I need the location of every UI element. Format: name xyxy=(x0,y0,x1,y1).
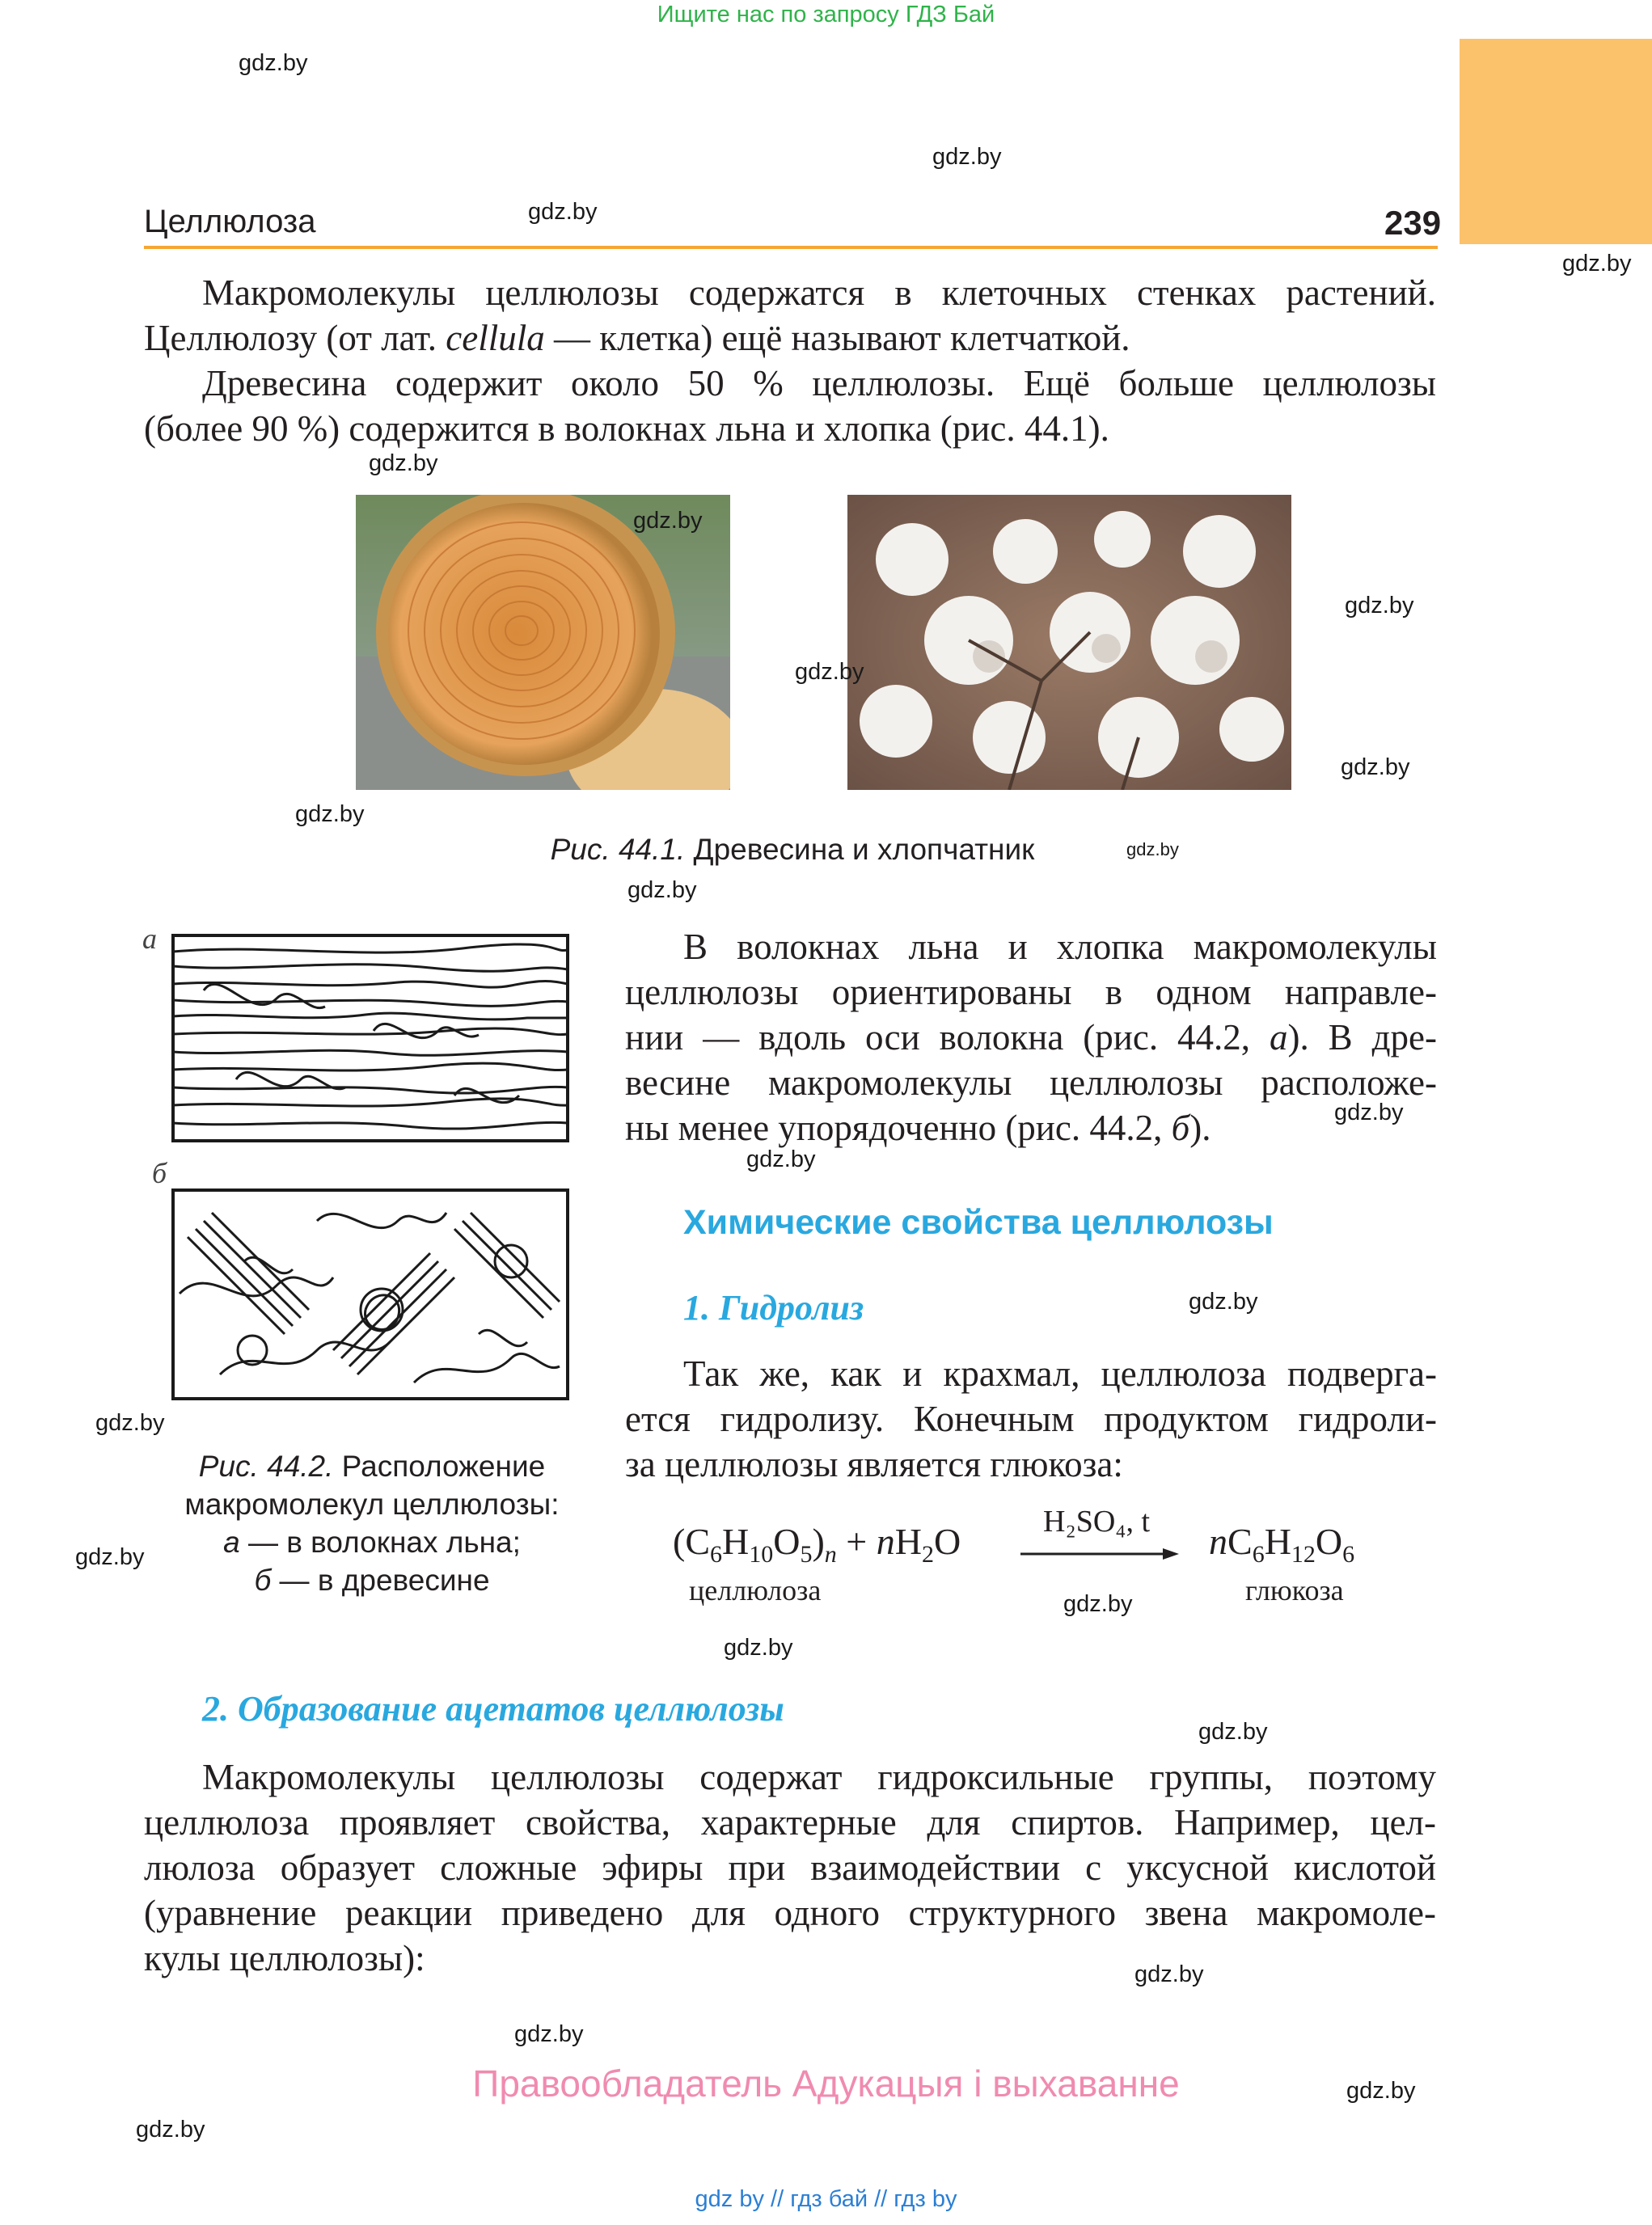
paragraph-4-line-1: Так же, как и крахмал, целлюлоза подверга- xyxy=(683,1353,1437,1394)
paragraph-2-line-2: (более 90 %) содержится в волокнах льна и хлопка (рис. 44.1). xyxy=(144,408,1109,449)
figure-44-2-label-b: б xyxy=(152,1157,167,1189)
diagram-wood-disordered-fibers xyxy=(171,1188,569,1400)
reaction-arrow xyxy=(1020,1546,1181,1562)
equation-label-glucose: глюкоза xyxy=(1245,1574,1344,1606)
subheading-hydrolysis: 1. Гидролиз xyxy=(683,1288,864,1328)
copyright-notice: Правообладатель Адукацыя і выхаванне xyxy=(472,2062,1180,2105)
watermark: gdz.by xyxy=(514,2021,584,2047)
watermark: gdz.by xyxy=(1189,1289,1258,1315)
wood-log-photo xyxy=(356,495,730,790)
subheading-cellulose-acetates: 2. Образование ацетатов целлюлозы xyxy=(202,1689,784,1729)
watermark: gdz.by xyxy=(528,199,598,225)
paragraph-5-line-2: целлюлоза проявляет свойства, характерные для спиртов. Например, цел- xyxy=(144,1802,1436,1843)
figure-44-2-caption: Рис. 44.2. Расположение макромолекул целлюлозы: а — в волокнах льна; б — в древесине xyxy=(184,1450,560,1597)
paragraph-3-line-5: ны менее упорядоченно (рис. 44.2, б). xyxy=(625,1108,1211,1148)
watermark: gdz.by xyxy=(75,1544,145,1570)
running-header-title: Целлюлоза xyxy=(144,204,316,239)
orange-page-tab xyxy=(1460,39,1652,244)
paragraph-4-line-3: за целлюлозы является глюкоза: xyxy=(625,1444,1123,1484)
watermark: gdz.by xyxy=(1345,593,1414,619)
footer-links[interactable]: gdz by // гдз бай // гдз by xyxy=(695,2186,957,2212)
watermark: gdz.by xyxy=(746,1146,816,1172)
paragraph-4-line-2: ется гидролизу. Конечным продуктом гидроли- xyxy=(625,1399,1437,1439)
paragraph-5-line-4: (уравнение реакции приведено для одного структурного звена макромоле- xyxy=(144,1893,1436,1933)
paragraph-3-line-1: В волокнах льна и хлопка макромолекулы xyxy=(683,927,1437,967)
equation-label-cellulose: целлюлоза xyxy=(689,1574,822,1606)
equation-reactants: $(C_6H_{10}O_5)_n + nH_2O$ xyxy=(673,1521,961,1568)
cotton-photo xyxy=(847,495,1291,790)
paragraph-1-line-1: Макромолекулы целлюлозы содержатся в клеточных стенках растений. xyxy=(202,272,1436,313)
watermark: gdz.by xyxy=(932,144,1002,170)
watermark: gdz.by xyxy=(724,1635,793,1661)
watermark: gdz.by xyxy=(627,877,697,903)
paragraph-5-line-3: люлоза образует сложные эфиры при взаимодействии с уксусной кислотой xyxy=(144,1847,1436,1888)
paragraph-3-line-3: нии — вдоль оси волокна (рис. 44.2, а). В дре- xyxy=(625,1017,1438,1058)
watermark: gdz.by xyxy=(95,1410,165,1436)
figure-44-2-label-a: а xyxy=(142,923,157,955)
watermark: gdz.by xyxy=(1198,1719,1268,1745)
watermark: gdz.by xyxy=(1341,754,1410,780)
section-heading-chemical-properties: Химические свойства целлюлозы xyxy=(683,1203,1274,1242)
watermark: gdz.by xyxy=(239,50,308,76)
paragraph-5-line-1: Макромолекулы целлюлозы содержат гидроксильные группы, поэтому xyxy=(202,1757,1436,1797)
watermark: gdz.by xyxy=(795,659,864,685)
watermark: gdz.by xyxy=(1134,1961,1204,1987)
watermark: gdz.by xyxy=(1334,1100,1404,1125)
watermark: gdz.by xyxy=(369,450,438,476)
header-rule xyxy=(144,246,1438,249)
equation-catalyst: H₂SO₄, t xyxy=(1043,1505,1151,1539)
paragraph-3-line-2: целлюлозы ориентированы в одном направле- xyxy=(625,972,1437,1012)
diagram-flax-oriented-fibers xyxy=(171,934,569,1142)
equation-product: $nC_6H_{12}O_6$ xyxy=(1209,1521,1355,1568)
page-number: 239 xyxy=(1384,204,1442,242)
watermark: gdz.by xyxy=(1562,251,1632,277)
paragraph-3-line-4: весине макромолекулы целлюлозы расположе- xyxy=(625,1062,1437,1103)
watermark: gdz.by xyxy=(136,2117,205,2143)
watermark-small: gdz.by xyxy=(1126,839,1179,859)
watermark: gdz.by xyxy=(633,508,703,534)
paragraph-5-line-5: кулы целлюлозы): xyxy=(144,1938,425,1978)
top-banner: Ищите нас по запросу ГДЗ Бай xyxy=(657,2,995,27)
figure-44-1-caption: Рис. 44.1. Древесина и хлопчатник xyxy=(550,833,1035,866)
watermark: gdz.by xyxy=(295,801,365,827)
watermark: gdz.by xyxy=(1346,2078,1416,2104)
watermark: gdz.by xyxy=(1063,1591,1133,1617)
paragraph-1-line-2: Целлюлозу (от лат. cellula — клетка) ещё называют клетчаткой. xyxy=(144,318,1130,358)
paragraph-2-line-1: Древесина содержит около 50 % целлюлозы. Ещё больше целлюлозы xyxy=(202,363,1436,403)
